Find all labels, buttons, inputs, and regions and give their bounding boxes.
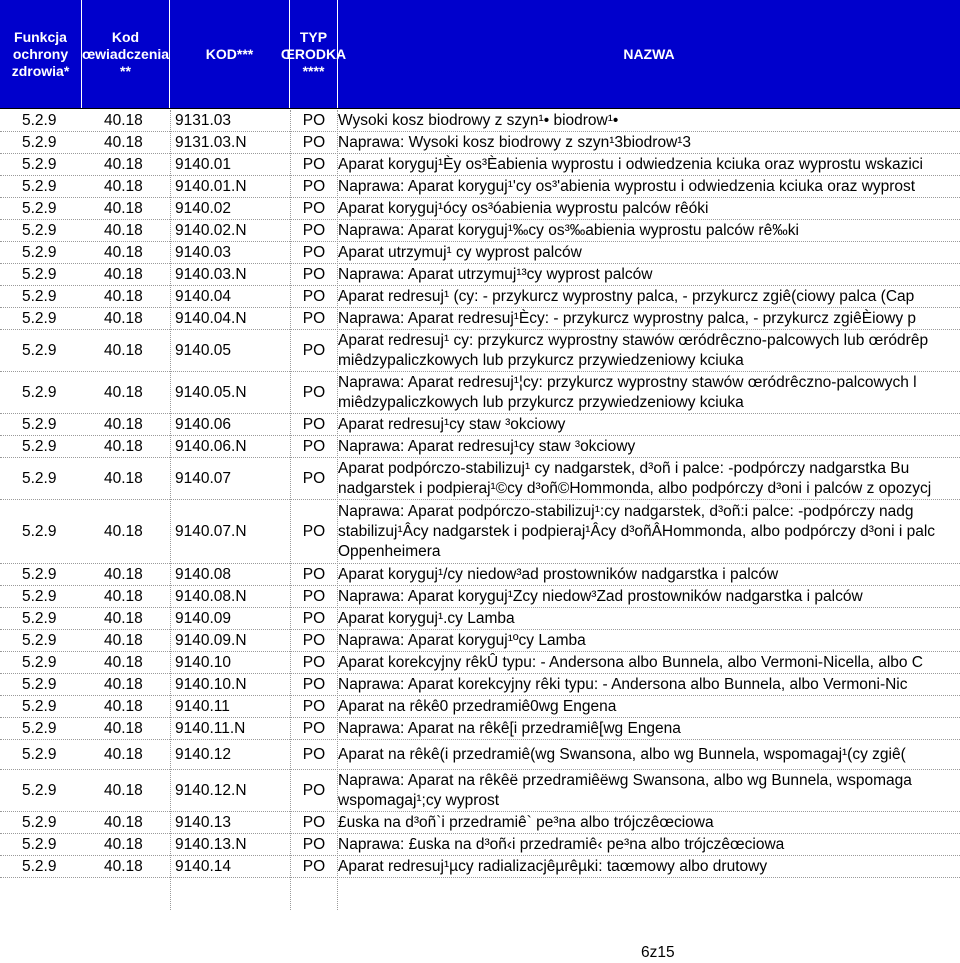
cell-kod: 9140.13.N (175, 836, 247, 853)
cell-kod-swiadczenia: 40.18 (104, 438, 143, 455)
cell-kod: 9140.05 (175, 342, 232, 359)
cell-typ: PO (302, 134, 326, 151)
table-row (0, 436, 960, 458)
cell-nazwa: Naprawa: Aparat redresuj¹Ècy: - przykurcz wyprostny palca, - przykurcz zgiêÈiowy p (338, 310, 917, 327)
cell-nazwa: Aparat koryguj¹Èy os³Èabienia wyprostu i odwiedzenia kciuka oraz wyprostu wskazici (338, 156, 923, 173)
cell-funkcja: 5.2.9 (22, 698, 57, 715)
cell-kod: 9140.06.N (175, 438, 247, 455)
cell-funkcja: 5.2.9 (22, 178, 57, 195)
cell-kod-swiadczenia: 40.18 (104, 632, 143, 649)
cell-nazwa: Aparat koryguj¹ócy os³óabienia wyprostu palców rêóki (338, 200, 709, 217)
table-header (0, 0, 960, 109)
table-row (0, 372, 960, 414)
table-row (0, 264, 960, 286)
cell-kod: 9140.09 (175, 610, 232, 627)
cell-typ: PO (302, 438, 326, 455)
cell-typ: PO (302, 384, 326, 401)
cell-kod-swiadczenia: 40.18 (104, 310, 143, 327)
table-row (0, 198, 960, 220)
cell-funkcja: 5.2.9 (22, 523, 57, 540)
cell-typ: PO (302, 222, 326, 239)
cell-funkcja: 5.2.9 (22, 566, 57, 583)
cell-kod: 9140.01 (175, 156, 232, 173)
cell-funkcja: 5.2.9 (22, 720, 57, 737)
cell-nazwa: Naprawa: Aparat na rêkêë przedramiêëwg Swansona, albo wg Bunnela, wspomaga wspomagaj¹;cy wyprost (338, 772, 912, 809)
cell-kod-swiadczenia: 40.18 (104, 470, 143, 487)
cell-kod-swiadczenia: 40.18 (104, 266, 143, 283)
table-row (0, 110, 960, 132)
table-row (0, 770, 960, 812)
cell-kod: 9140.06 (175, 416, 232, 433)
table-row (0, 176, 960, 198)
cell-nazwa: Wysoki kosz biodrowy z szyn¹• biodrow¹• (338, 112, 619, 129)
table-row (0, 696, 960, 718)
header-funkcja-ochrony: Funkcja ochrony zdrowia* (0, 0, 82, 108)
cell-funkcja: 5.2.9 (22, 310, 57, 327)
cell-typ: PO (302, 836, 326, 853)
cell-funkcja: 5.2.9 (22, 632, 57, 649)
cell-nazwa: Aparat redresuj¹µcy radializacjêµrêµki: taœmowy albo drutowy (338, 858, 768, 875)
cell-kod-swiadczenia: 40.18 (104, 814, 143, 831)
cell-kod-swiadczenia: 40.18 (104, 112, 143, 129)
header-nazwa: NAZWA (623, 45, 675, 62)
cell-kod: 9140.07.N (175, 523, 247, 540)
cell-nazwa: Aparat utrzymuj¹ cy wyprost palców (338, 244, 582, 261)
cell-kod-swiadczenia: 40.18 (104, 244, 143, 261)
cell-funkcja: 5.2.9 (22, 588, 57, 605)
cell-kod: 9140.05.N (175, 384, 247, 401)
cell-nazwa: Naprawa: Aparat redresuj¹cy staw ³okciowy (338, 438, 636, 455)
table-row (0, 458, 960, 500)
table-row (0, 608, 960, 630)
cell-nazwa: Naprawa: Aparat korekcyjny rêki typu: - Andersona albo Bunnela, albo Vermoni-Nic (338, 676, 908, 693)
table-row (0, 286, 960, 308)
cell-kod: 9131.03.N (175, 134, 247, 151)
table-row (0, 834, 960, 856)
cell-nazwa: Naprawa: £uska na d³oñ‹i przedramiê‹ pe³na albo trójczêœciowa (338, 836, 785, 853)
cell-nazwa: Naprawa: Aparat utrzymuj¹³cy wyprost palców (338, 266, 653, 283)
cell-funkcja: 5.2.9 (22, 342, 57, 359)
cell-kod-swiadczenia: 40.18 (104, 200, 143, 217)
cell-typ: PO (302, 676, 326, 693)
cell-typ: PO (302, 654, 326, 671)
cell-kod: 9140.12 (175, 746, 232, 763)
cell-typ: PO (302, 698, 326, 715)
cell-kod: 9140.08 (175, 566, 232, 583)
table-row (0, 564, 960, 586)
cell-typ: PO (302, 342, 326, 359)
cell-funkcja: 5.2.9 (22, 222, 57, 239)
cell-typ: PO (302, 470, 326, 487)
table-row (0, 220, 960, 242)
cell-kod-swiadczenia: 40.18 (104, 178, 143, 195)
cell-nazwa: Aparat na rêkê(i przedramiê(wg Swansona, albo wg Bunnela, wspomagaj¹(cy zgiê( (338, 746, 906, 763)
cell-kod: 9131.03 (175, 112, 232, 129)
table-row (0, 330, 960, 372)
cell-funkcja: 5.2.9 (22, 384, 57, 401)
cell-nazwa: Aparat redresuj¹ cy: przykurcz wyprostny stawów œródrêczno-palcowych lub œródrêp miêdzypaliczkowych lub przykurcz przywiedzeniowy kciuka (338, 332, 929, 369)
cell-funkcja: 5.2.9 (22, 654, 57, 671)
cell-typ: PO (302, 266, 326, 283)
cell-typ: PO (302, 178, 326, 195)
header-kod-swiadczenia: Kod œwiadczenia ** (82, 0, 170, 108)
cell-kod-swiadczenia: 40.18 (104, 746, 143, 763)
cell-funkcja: 5.2.9 (22, 814, 57, 831)
cell-kod-swiadczenia: 40.18 (104, 836, 143, 853)
cell-kod-swiadczenia: 40.18 (104, 654, 143, 671)
cell-kod-swiadczenia: 40.18 (104, 782, 143, 799)
cell-typ: PO (302, 858, 326, 875)
cell-funkcja: 5.2.9 (22, 438, 57, 455)
cell-typ: PO (302, 746, 326, 763)
cell-kod-swiadczenia: 40.18 (104, 676, 143, 693)
table-row (0, 718, 960, 740)
table-row (0, 812, 960, 834)
cell-typ: PO (302, 588, 326, 605)
cell-typ: PO (302, 244, 326, 261)
cell-kod: 9140.07 (175, 470, 232, 487)
table-row (0, 856, 960, 878)
cell-funkcja: 5.2.9 (22, 836, 57, 853)
cell-kod-swiadczenia: 40.18 (104, 858, 143, 875)
cell-typ: PO (302, 632, 326, 649)
cell-kod: 9140.13 (175, 814, 232, 831)
cell-funkcja: 5.2.9 (22, 746, 57, 763)
cell-funkcja: 5.2.9 (22, 266, 57, 283)
table-row (0, 414, 960, 436)
cell-kod: 9140.03 (175, 244, 232, 261)
table-row (0, 132, 960, 154)
cell-funkcja: 5.2.9 (22, 244, 57, 261)
cell-kod-swiadczenia: 40.18 (104, 342, 143, 359)
cell-typ: PO (302, 523, 326, 540)
cell-nazwa: Naprawa: Aparat podpórczo-stabilizuj¹:cy nadgarstek, d³oñ:i palce: -podpórczy nadg stabilizuj¹Âcy nadgarstek i podpieraj¹Âcy d³oñÂHommonda, albo podpórczy d³oni i palc Oppenheimera (338, 503, 936, 560)
cell-kod-swiadczenia: 40.18 (104, 134, 143, 151)
cell-kod-swiadczenia: 40.18 (104, 588, 143, 605)
cell-nazwa: Naprawa: Wysoki kosz biodrowy z szyn¹3biodrow¹3 (338, 134, 692, 151)
cell-typ: PO (302, 288, 326, 305)
cell-funkcja: 5.2.9 (22, 134, 57, 151)
cell-funkcja: 5.2.9 (22, 610, 57, 627)
cell-typ: PO (302, 200, 326, 217)
page-number: 6z15 (641, 944, 675, 961)
cell-kod: 9140.02.N (175, 222, 247, 239)
cell-nazwa: Naprawa: Aparat na rêkê[i przedramiê[wg Engena (338, 720, 681, 737)
cell-typ: PO (302, 156, 326, 173)
cell-nazwa: Aparat redresuj¹cy staw ³okciowy (338, 416, 566, 433)
cell-kod-swiadczenia: 40.18 (104, 156, 143, 173)
cell-funkcja: 5.2.9 (22, 112, 57, 129)
cell-kod: 9140.10 (175, 654, 232, 671)
header-kod: KOD*** (170, 0, 290, 108)
cell-typ: PO (302, 566, 326, 583)
table-row (0, 674, 960, 696)
table-row (0, 652, 960, 674)
cell-kod-swiadczenia: 40.18 (104, 698, 143, 715)
cell-kod-swiadczenia: 40.18 (104, 523, 143, 540)
cell-kod: 9140.03.N (175, 266, 247, 283)
table-row (0, 586, 960, 608)
cell-nazwa: £uska na d³oñ`i przedramiê` pe³na albo trójczêœciowa (338, 814, 714, 831)
table-row (0, 630, 960, 652)
cell-funkcja: 5.2.9 (22, 676, 57, 693)
cell-nazwa: Aparat koryguj¹.cy Lamba (338, 610, 515, 627)
cell-funkcja: 5.2.9 (22, 200, 57, 217)
table-row (0, 308, 960, 330)
cell-funkcja: 5.2.9 (22, 288, 57, 305)
cell-typ: PO (302, 416, 326, 433)
cell-nazwa: Naprawa: Aparat koryguj¹'cy os³'abienia wyprostu i odwiedzenia kciuka oraz wyprost (338, 178, 916, 195)
cell-kod: 9140.08.N (175, 588, 247, 605)
header-typ-srodka: TYP ŒRODKA **** (290, 0, 338, 108)
cell-funkcja: 5.2.9 (22, 416, 57, 433)
cell-nazwa: Naprawa: Aparat redresuj¹¦cy: przykurcz wyprostny stawów œródrêczno-palcowych l miêdzypaliczkowych lub przykurcz przywiedzeniowy kciuka (338, 374, 917, 411)
cell-kod-swiadczenia: 40.18 (104, 610, 143, 627)
cell-kod-swiadczenia: 40.18 (104, 384, 143, 401)
cell-kod: 9140.01.N (175, 178, 247, 195)
cell-kod: 9140.11.N (175, 720, 246, 737)
cell-nazwa: Aparat podpórczo-stabilizuj¹ cy nadgarstek, d³oñ i palce: -podpórczy nadgarstka Bu nadgarstek i podpieraj¹©cy d³oñ©Hommonda, albo podpórczy d³oni i palców z opozycj (338, 460, 932, 497)
cell-kod-swiadczenia: 40.18 (104, 566, 143, 583)
cell-typ: PO (302, 112, 326, 129)
cell-kod: 9140.04.N (175, 310, 247, 327)
cell-funkcja: 5.2.9 (22, 156, 57, 173)
table-row (0, 500, 960, 564)
cell-kod-swiadczenia: 40.18 (104, 222, 143, 239)
cell-nazwa: Aparat koryguj¹/cy niedow³ad prostowników nadgarstka i palców (338, 566, 779, 583)
cell-nazwa: Naprawa: Aparat koryguj¹ºcy Lamba (338, 632, 586, 649)
table-row (0, 242, 960, 264)
cell-funkcja: 5.2.9 (22, 470, 57, 487)
cell-kod: 9140.10.N (175, 676, 247, 693)
cell-kod: 9140.12.N (175, 782, 247, 799)
cell-kod: 9140.11 (175, 698, 230, 715)
cell-funkcja: 5.2.9 (22, 858, 57, 875)
cell-nazwa: Aparat na rêkê0 przedramiê0wg Engena (338, 698, 617, 715)
table-row (0, 740, 960, 770)
cell-funkcja: 5.2.9 (22, 782, 57, 799)
cell-typ: PO (302, 610, 326, 627)
cell-kod: 9140.09.N (175, 632, 247, 649)
cell-typ: PO (302, 720, 326, 737)
cell-kod-swiadczenia: 40.18 (104, 416, 143, 433)
table-row (0, 154, 960, 176)
cell-kod: 9140.04 (175, 288, 232, 305)
cell-typ: PO (302, 814, 326, 831)
cell-nazwa: Aparat redresuj¹ (cy: - przykurcz wyprostny palca, - przykurcz zgiê(ciowy palca (Cap (338, 288, 915, 305)
cell-typ: PO (302, 310, 326, 327)
cell-kod: 9140.14 (175, 858, 232, 875)
cell-kod-swiadczenia: 40.18 (104, 288, 143, 305)
cell-nazwa: Naprawa: Aparat koryguj¹Zcy niedow³Zad prostowników nadgarstka i palców (338, 588, 863, 605)
cell-nazwa: Aparat korekcyjny rêkÛ typu: - Andersona albo Bunnela, albo Vermoni-Nicella, albo C (338, 654, 924, 671)
cell-typ: PO (302, 782, 326, 799)
cell-nazwa: Naprawa: Aparat koryguj¹‰cy os³‰abienia wyprostu palców rê‰ki (338, 222, 799, 239)
cell-kod: 9140.02 (175, 200, 232, 217)
cell-kod-swiadczenia: 40.18 (104, 720, 143, 737)
